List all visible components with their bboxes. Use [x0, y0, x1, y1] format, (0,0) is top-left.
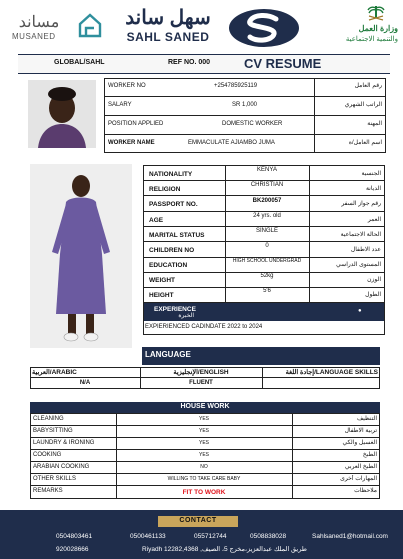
- age-label: AGE: [149, 217, 164, 224]
- contact-email[interactable]: Sahlsaned1@hotmail.com: [312, 533, 388, 540]
- full-body-figure-icon: [30, 164, 132, 348]
- salary-value: SR 1,000: [232, 102, 258, 108]
- marital-label: MARITAL STATUS: [149, 232, 205, 239]
- arabian-cooking-label: ARABIAN COOKING: [33, 464, 90, 470]
- ministry-logo: [326, 4, 398, 48]
- contact-phone-2[interactable]: 0500461133: [130, 533, 166, 540]
- language-table: [30, 367, 380, 389]
- experience-icon: ●: [358, 308, 362, 314]
- height-label: HEIGHT: [149, 292, 174, 299]
- position-value: DOMESTIC WORKER: [222, 121, 283, 127]
- lang-arabic-value: N/A: [79, 380, 91, 386]
- contact-title: CONTACT: [179, 517, 217, 524]
- portrait-photo: [28, 80, 96, 148]
- musaned-logo: [6, 12, 106, 46]
- remarks-value: FIT TO WORK: [182, 489, 226, 496]
- weight-value: 52kg: [260, 273, 274, 279]
- religion-ar: الديانة: [365, 186, 381, 192]
- passport-ar: رقم جواز السفر: [341, 201, 381, 207]
- remarks-ar: ملاحظات: [354, 488, 377, 494]
- worker-name-ar: اسم العامل/ة: [348, 140, 382, 146]
- header: [0, 0, 403, 52]
- children-value: 0: [265, 243, 269, 249]
- position-ar: المهنة: [367, 121, 382, 127]
- worker-no-value: +254785925119: [214, 83, 258, 89]
- babysitting-value: YES: [198, 428, 209, 434]
- housework-table: [30, 402, 380, 499]
- worker-no-ar: رقم العامل: [354, 83, 382, 89]
- experience-label: EXPERIENCE: [154, 306, 196, 313]
- reference-number: REF NO. 000: [168, 59, 211, 66]
- cleaning-value: YES: [198, 416, 209, 422]
- religion-value: CHRISTIAN: [250, 182, 284, 188]
- education-value: HIGH SCHOOL UNDERGRAD: [232, 258, 302, 264]
- cooking-ar: الطبخ: [362, 452, 377, 458]
- other-skills-label: OTHER SKILLS: [33, 476, 77, 482]
- sahl-saned-english: SAHL SANED: [126, 30, 210, 44]
- ref-bar: [18, 54, 390, 74]
- cleaning-label: CLEANING: [33, 416, 64, 422]
- remarks-label: REMARKS: [33, 488, 63, 494]
- education-label: EDUCATION: [149, 262, 188, 269]
- nationality-label: NATIONALITY: [149, 171, 193, 178]
- passport-value: BK200057: [252, 198, 282, 204]
- contact-phone-1[interactable]: 0504803461: [56, 533, 93, 540]
- weight-ar: الوزن: [367, 277, 381, 283]
- other-skills-value: WILLING TO TAKE CARE BABY: [167, 476, 241, 482]
- full-body-photo: [30, 164, 132, 348]
- lang-english-header: الإنجليزية/ENGLISH: [173, 369, 229, 376]
- language-bar: [142, 347, 380, 365]
- cooking-label: COOKING: [33, 452, 62, 458]
- worker-name-value: EMMACULATE AJIAMBO JUMA: [188, 140, 275, 146]
- laundry-value: YES: [198, 440, 209, 446]
- details-table: [143, 165, 385, 335]
- babysitting-label: BABYSITTING: [33, 428, 73, 434]
- weight-label: WEIGHT: [149, 277, 175, 284]
- ministry-name-line-1: وزارة العمل: [358, 24, 398, 33]
- babysitting-ar: تربية الاطفال: [344, 428, 377, 434]
- contact-address: Riyadh 12282,4368 ,طريق الملك عبدالعزيز،مخرج 5، الصيف: [142, 546, 307, 553]
- nationality-value: KENYA: [257, 167, 277, 173]
- contact-phone-3[interactable]: 055712744: [194, 533, 227, 540]
- other-skills-ar: المهارات أخرى: [340, 476, 377, 482]
- musaned-arabic-name: مساند: [18, 14, 60, 31]
- contact-phone-5[interactable]: 920028666: [56, 546, 89, 553]
- palm-swords-emblem-icon: [366, 4, 386, 22]
- contact-phone-4[interactable]: 0508838028: [250, 533, 287, 540]
- portrait-figure-icon: [28, 80, 96, 148]
- contact-footer: [0, 510, 403, 559]
- age-value: 24 yrs. old: [253, 213, 281, 219]
- marital-value: SINGLE: [255, 228, 278, 234]
- language-title: LANGUAGE: [145, 350, 191, 359]
- lang-skills-header: إجادة اللغة/LANGUAGE SKILLS: [285, 369, 378, 376]
- arabian-cooking-value: NO: [200, 464, 208, 470]
- education-ar: المستوى الدراسي: [336, 262, 381, 268]
- experience-label-ar: الخبرة: [178, 313, 194, 319]
- arabian-cooking-ar: الطبخ العربي: [344, 464, 377, 470]
- laundry-ar: الغسيل والكي: [342, 440, 377, 446]
- passport-label: PASSPORT NO.: [149, 201, 198, 208]
- nationality-ar: الجنسية: [361, 171, 381, 177]
- laundry-label: LAUNDRY & IRONING: [33, 440, 95, 446]
- housework-title: HOUSE WORK: [180, 403, 230, 410]
- global-sahl-label: GLOBAL/SAHL: [54, 59, 105, 66]
- worker-name-label: WORKER NAME: [108, 140, 155, 146]
- salary-label: SALARY: [108, 102, 132, 108]
- salary-ar: الراتب الشهري: [344, 102, 382, 108]
- sahl-saned-logo-icon: [228, 8, 300, 48]
- ministry-name-line-2: والتنمية الاجتماعية: [345, 36, 398, 43]
- religion-label: RELIGION: [149, 186, 181, 193]
- experience-value: EXPIERIENCED CADINDATE 2022 to 2024: [145, 324, 263, 330]
- contact-tab: [158, 516, 238, 527]
- marital-ar: الحالة الاجتماعية: [340, 232, 381, 238]
- lang-arabic-header: العربية/ARABIC: [32, 369, 77, 376]
- children-ar: عدد الاطفال: [350, 247, 381, 253]
- worker-no-label: WORKER NO: [108, 83, 146, 89]
- cooking-value: YES: [198, 452, 209, 458]
- age-ar: العمر: [367, 217, 381, 223]
- cv-resume-title: CV RESUME: [244, 56, 322, 71]
- lang-english-value: FLUENT: [189, 380, 213, 386]
- children-label: CHILDREN NO: [149, 247, 195, 254]
- experience-header: [144, 303, 384, 321]
- sahl-saned-arabic: سهل ساند: [125, 7, 211, 29]
- top-info-table: [104, 78, 386, 153]
- musaned-english-name: MUSANED: [12, 32, 56, 41]
- height-value: 5'6: [263, 288, 271, 294]
- height-ar: الطول: [365, 292, 381, 298]
- musaned-house-icon: [78, 12, 102, 38]
- cleaning-ar: التنظيف: [356, 416, 377, 422]
- position-label: POSITION APPLIED: [108, 121, 164, 127]
- housework-header: [30, 402, 380, 413]
